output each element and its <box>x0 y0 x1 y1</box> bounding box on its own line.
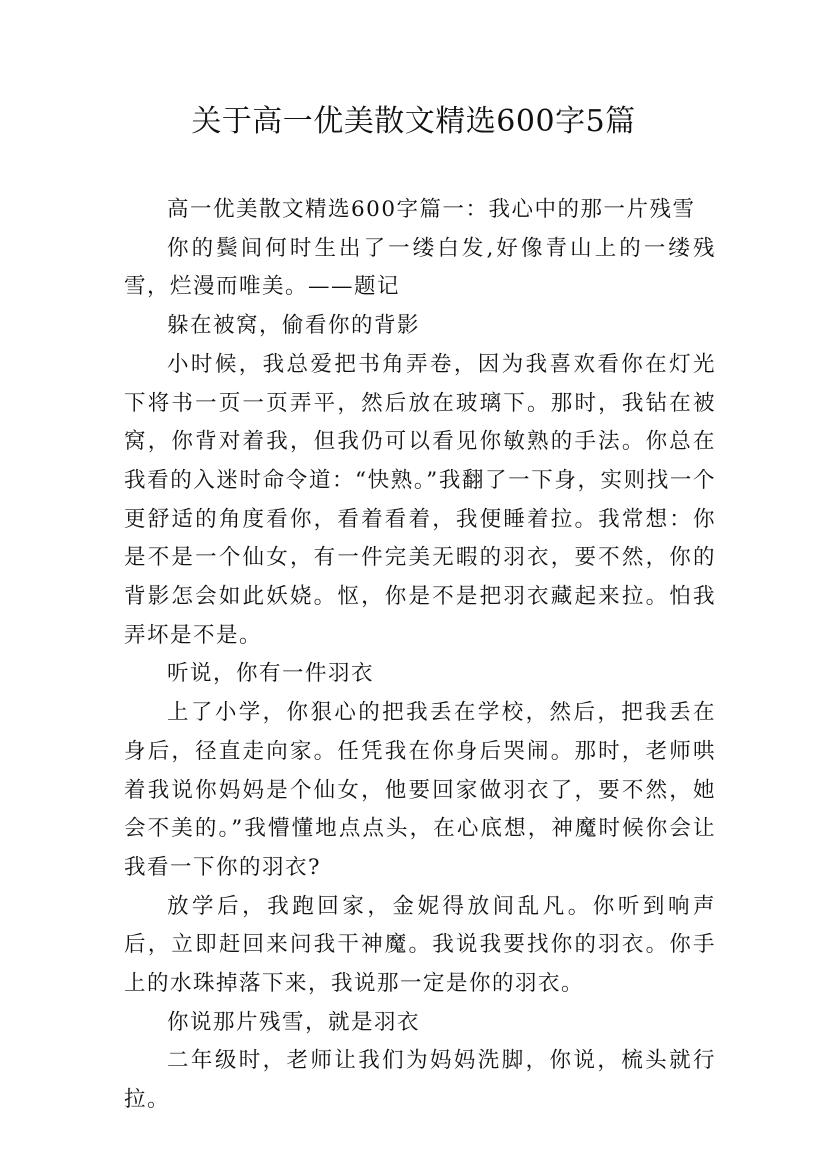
document-title: 关于高一优美散文精选600字5篇 <box>191 104 636 139</box>
subheading: 躲在被窝，偷看你的背影 <box>167 313 421 339</box>
paragraph: 上了小学，你狠心的把我丢在学校，然后，把我丢在身后，径直走向家。任凭我在你身后哭闹。那时，老师哄着我说你妈妈是个仙女，他要回家做羽衣了，要不然，她会不美的。”我懵懂地点点头，在心底想，神魔时候你会让我看一下你的羽衣? <box>124 700 716 880</box>
subheading: 听说，你有一件羽衣 <box>167 661 375 687</box>
paragraph: 小时候，我总爱把书角弄卷，因为我喜欢看你在灯光下将书一页一页弄平，然后放在玻璃下。那时，我钻在被窝，你背对着我，但我仍可以看见你敏熟的手法。你总在我看的入迷时命令道：“快熟。”我翻了一下身，实则找一个更舒适的角度看你，看着看着，我便睡着拉。我常想：你是不是一个仙女，有一件完美无暇的羽衣，要不然，你的背影怎会如此妖娆。怄，你是不是把羽衣藏起来拉。怕我弄坏是不是。 <box>124 351 716 648</box>
document-body <box>124 191 716 1120</box>
section-heading: 高一优美散文精选600字篇一：我心中的那一片残雪 <box>167 197 696 222</box>
paragraph: 放学后，我跑回家，金妮得放间乱凡。你听到响声后，立即赶回来问我干神魔。我说我要找你的羽衣。你手上的水珠掉落下来，我说那一定是你的羽衣。 <box>124 893 716 997</box>
paragraph: 二年级时，老师让我们为妈妈洗脚，你说，梳头就行拉。 <box>124 1048 716 1113</box>
subheading: 你说那片残雪，就是羽衣 <box>167 1009 421 1035</box>
paragraph: 你的鬓间何时生出了一缕白发,好像青山上的一缕残雪，烂漫而唯美。——题记 <box>124 235 716 300</box>
